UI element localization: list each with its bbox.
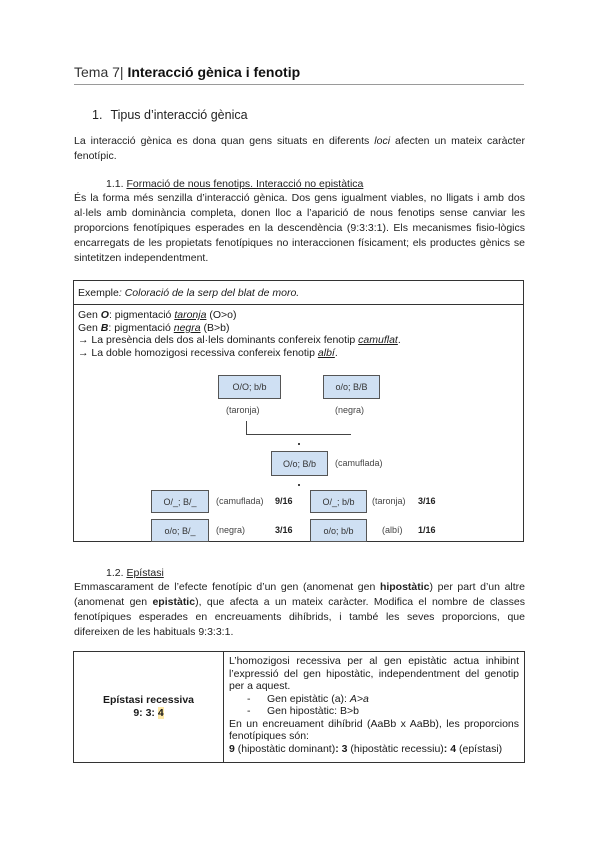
f2-genotype-box-1: O/_; B/_ bbox=[151, 490, 209, 513]
ratio-highlight: 4 bbox=[157, 707, 164, 719]
ratio-sep: : bbox=[443, 742, 451, 755]
example-title: : Coloració de la serp del blat de moro. bbox=[118, 287, 300, 299]
section-1-2-heading bbox=[106, 567, 164, 579]
f2-phenotype-2: (taronja) bbox=[372, 496, 406, 506]
line-end: . bbox=[397, 334, 401, 346]
ratio-number: 3 bbox=[341, 742, 348, 755]
f2-phenotype-4: (albí) bbox=[382, 525, 403, 535]
f2-ratio-1: 9/16 bbox=[275, 496, 293, 506]
gene-b-line bbox=[78, 322, 519, 335]
gene-color: negra bbox=[173, 321, 201, 334]
gene-color: taronja bbox=[174, 309, 207, 321]
ratio-sep: : bbox=[335, 742, 342, 755]
term-epistatic: epistàtic bbox=[152, 596, 196, 608]
gene-dominance: (B>b) bbox=[200, 321, 230, 334]
gene-name: B bbox=[100, 321, 109, 334]
intro-text-end: afecten un mateix caràcter fenotípic. bbox=[74, 135, 525, 162]
section-title: Epístasi bbox=[126, 567, 164, 579]
cross-description: En un encreuament dihíbrid (AaBb x AaBb), les proporcions fenotípiques són: bbox=[229, 717, 519, 742]
f2-phenotype-3: (negra) bbox=[216, 525, 246, 535]
epistasis-table bbox=[73, 651, 525, 763]
ratio-number: 4 bbox=[450, 742, 457, 755]
gene-o-line bbox=[78, 309, 519, 322]
parent1-phenotype: (taronja) bbox=[226, 405, 260, 415]
section-title: Tipus d’interacció gènica bbox=[110, 108, 248, 122]
f2-ratio-2: 3/16 bbox=[418, 496, 436, 506]
section-title: Formació de nous fenotips. Interacció no epistàtica bbox=[126, 178, 364, 190]
self-cross-dot bbox=[298, 484, 300, 486]
example-box bbox=[73, 280, 524, 542]
intro-text: La interacció gènica es dona quan gens situats en diferents bbox=[74, 135, 375, 147]
list-item bbox=[229, 693, 519, 706]
line-end: . bbox=[334, 346, 338, 359]
section-number: 1. bbox=[92, 108, 103, 122]
ratio-label: (hipostàtic dominant) bbox=[234, 742, 336, 755]
body-text: Emmascarament de l’efecte fenotípic d’un gen (anomenat gen bbox=[74, 581, 380, 593]
parent2-phenotype: (negra) bbox=[335, 405, 365, 415]
list-item bbox=[229, 705, 519, 718]
cross-connector-vertical bbox=[246, 421, 247, 435]
title-prefix: Tema 7| bbox=[74, 64, 128, 80]
gene-prefix: Gen bbox=[78, 309, 101, 321]
parent2-genotype-box: o/o; B/B bbox=[323, 375, 380, 399]
epistasis-description: L’homozigosi recessiva per al gen epistàtic actua inhibint l’expressió del gen hipostàtic, independentment del genotip per a aquest. bbox=[229, 655, 519, 692]
section-number: 1.2. bbox=[106, 567, 124, 579]
gene-desc: : pigmentació bbox=[108, 309, 175, 321]
gene-desc: : pigmentació bbox=[108, 321, 174, 334]
epistasis-type-cell bbox=[74, 652, 224, 762]
example-body bbox=[74, 305, 523, 359]
title-main: Interacció gènica i fenotip bbox=[127, 64, 301, 80]
f2-genotype-box-3: o/o; B/_ bbox=[151, 519, 209, 542]
f2-ratio-4: 1/16 bbox=[418, 525, 436, 535]
ratio-label: (epístasi) bbox=[456, 742, 503, 755]
f2-genotype-box-2: O/_; b/b bbox=[310, 490, 367, 513]
f1-phenotype: (camuflada) bbox=[335, 458, 383, 468]
gene-name: O bbox=[100, 309, 109, 321]
section-1-intro bbox=[74, 134, 525, 164]
camouflage-line bbox=[78, 334, 519, 347]
cross-connector-horizontal bbox=[246, 434, 351, 435]
line-text: → La doble homozigosi recessiva confereix fenotip bbox=[78, 346, 318, 359]
parent1-genotype-box: O/O; b/b bbox=[218, 375, 281, 399]
section-1-heading bbox=[92, 108, 248, 122]
section-number: 1.1. bbox=[106, 178, 124, 190]
example-header bbox=[74, 281, 523, 305]
intro-italic: loci bbox=[374, 135, 391, 147]
f1-genotype-box: O/o; B/b bbox=[271, 451, 328, 476]
phenotype-name: albí bbox=[317, 346, 335, 359]
term-hipostatic: hipostàtic bbox=[379, 581, 430, 593]
list-text: Gen hipostàtic: B>b bbox=[267, 705, 359, 717]
list-dash: - bbox=[247, 705, 251, 717]
body-text: ) per part d’un altre (anomenat gen bbox=[74, 581, 525, 608]
f2-genotype-box-4: o/o; b/b bbox=[310, 519, 367, 542]
list-text: Gen epistàtic (a): bbox=[267, 692, 350, 705]
epistasis-ratio bbox=[133, 707, 163, 720]
f2-ratio-3: 3/16 bbox=[275, 525, 293, 535]
gene-dominance: (O>o) bbox=[206, 309, 237, 321]
list-italic: A>a bbox=[349, 692, 369, 705]
epistasis-description-cell bbox=[224, 652, 524, 762]
line-text: → La presència dels dos al·lels dominants confereix fenotip bbox=[78, 334, 359, 346]
phenotype-name: camuflat bbox=[358, 334, 398, 346]
page-title bbox=[74, 64, 524, 85]
epistasis-type: Epístasi recessiva bbox=[102, 694, 195, 706]
ratio-prefix: 9: 3: bbox=[133, 707, 158, 719]
section-1-2-body bbox=[74, 580, 525, 640]
body-text: ), que afecta a un mateix caràcter. Modifica el nombre de classes fenotípiques esperades en encreuaments dihíbrids, i també les seves proporcions, que difereixen de les habituals 9:3:3:1. bbox=[74, 596, 525, 638]
ratio-label: (hipostàtic recessiu) bbox=[347, 742, 444, 755]
list-dash: - bbox=[247, 692, 251, 705]
f2-phenotype-1: (camuflada) bbox=[216, 496, 264, 506]
section-1-1-body: És la forma més senzilla d’interacció gènica. Dos gens igualment viables, no lligats i amb dos al·lels amb dominància completa, donen lloc a l’aparició de nous fenotips sense canviar les proporcions fenotípiques esperades en la descendència (9:3:3:1). Els mecanismes fisio-lògics encarregats de les propietats fenotípiques no interaccionen físicament; els productes gènics se sintetitzen independentment. bbox=[74, 192, 525, 264]
gene-prefix: Gen bbox=[78, 321, 101, 334]
example-label: Exemple bbox=[78, 287, 119, 299]
cross-dot bbox=[298, 443, 300, 445]
phenotypic-ratio bbox=[229, 743, 519, 756]
section-1-1-heading bbox=[106, 178, 363, 190]
albino-line bbox=[78, 347, 519, 360]
ratio-number: 9 bbox=[229, 742, 235, 755]
